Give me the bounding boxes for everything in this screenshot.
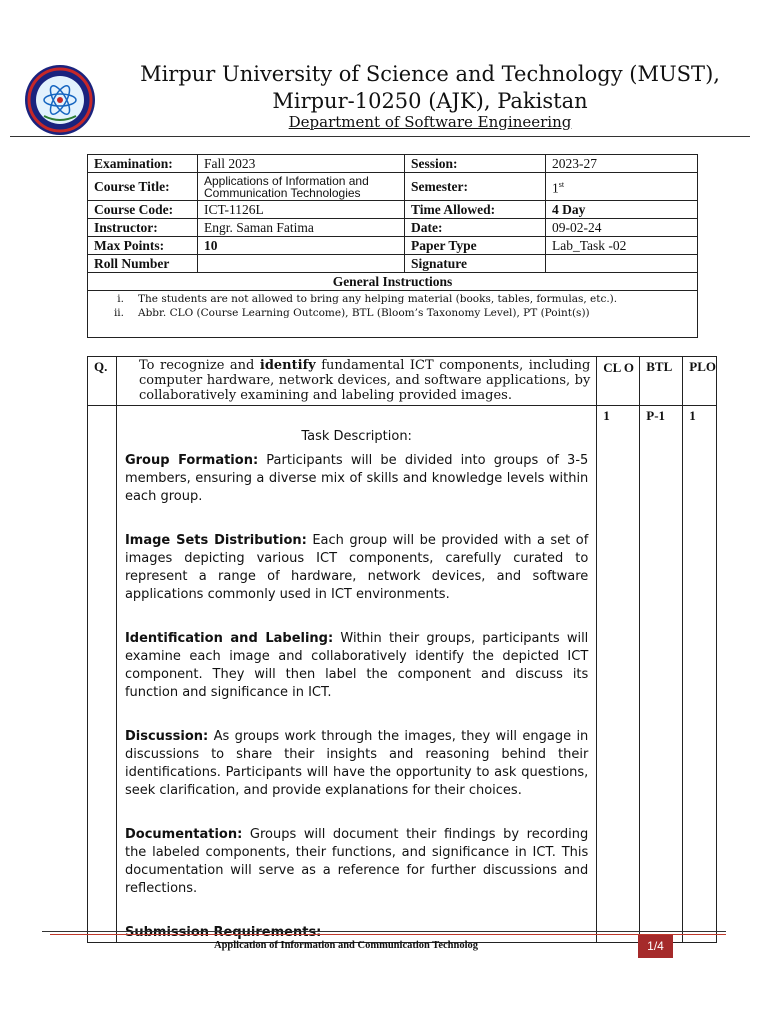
department-name: Department of Software Engineering [288, 113, 572, 131]
instructor-label: Instructor: [88, 219, 198, 237]
header-divider [10, 136, 750, 137]
examination-value: Fall 2023 [198, 155, 405, 173]
submission-requirements-heading: Submission Requirements: [124, 925, 322, 940]
course-code-label: Course Code: [88, 201, 198, 219]
task-table [87, 356, 717, 943]
max-points-label: Max Points: [88, 237, 198, 255]
section-image-sets: Image Sets Distribution: Each group will be provided with a set of images depicting various ICT components, carefully curated to represent a range of hardware, network devices, and software applications commonly used in ICT environments. [124, 533, 589, 602]
session-value: 2023-27 [546, 155, 698, 173]
footer-accent-divider [50, 934, 726, 935]
clo-header: CL O [597, 357, 640, 406]
semester-label: Semester: [405, 173, 546, 201]
plo-value: 1 [683, 406, 717, 943]
max-points-value: 10 [198, 237, 405, 255]
time-allowed-label: Time Allowed: [405, 201, 546, 219]
section-identification: Identification and Labeling: Within their groups, participants will examine each image and collaboratively identify the depicted ICT component. They will then label the component and discuss its function and significance in ICT. [124, 631, 589, 700]
university-seal-icon [24, 64, 96, 136]
roll-number-field[interactable] [198, 255, 405, 273]
objective-text: To recognize and identify fundamental ICT components, including computer hardware, network devices, and software applications, by collaboratively examining and labeling provided images. [116, 357, 596, 406]
exam-info-table [87, 154, 698, 338]
university-name: Mirpur University of Science and Technology (MUST), [140, 62, 720, 86]
signature-label: Signature [405, 255, 546, 273]
footer-course-name: Application of Information and Communication Technolog [214, 940, 478, 951]
general-instructions-title: General Instructions [88, 273, 698, 291]
session-label: Session: [405, 155, 546, 173]
instruction-item: i. The students are not allowed to bring any helping material (books, tables, formulas, etc.). [117, 293, 618, 305]
course-title-value: Applications of Information and Communication Technologies [198, 173, 405, 201]
section-discussion: Discussion: As groups work through the images, they will engage in discussions to share their insights and reasoning behind their identifications. Participants will have the opportunity to ask questions, seek clarification, and provide explanations for their choices. [124, 729, 589, 798]
footer-divider [42, 931, 726, 932]
task-description-title: Task Description: [301, 429, 412, 444]
plo-header: PLO [683, 357, 717, 406]
btl-header: BTL [640, 357, 683, 406]
date-label: Date: [405, 219, 546, 237]
time-allowed-value: 4 Day [546, 201, 698, 219]
section-group-formation: Group Formation: Participants will be divided into groups of 3-5 members, ensuring a diverse mix of skills and knowledge levels within each group. [124, 453, 589, 504]
course-code-value: ICT-1126L [198, 201, 405, 219]
roll-number-label: Roll Number [88, 255, 198, 273]
examination-label: Examination: [88, 155, 198, 173]
signature-field[interactable] [546, 255, 698, 273]
general-instructions-list [88, 291, 698, 338]
semester-value: 1st [546, 173, 698, 201]
section-documentation: Documentation: Groups will document their findings by recording the labeled components, their functions, and significance in ICT. This documentation will serve as a reference for further discussions and reflections. [124, 827, 589, 896]
question-number-cell [88, 406, 117, 943]
btl-value: P-1 [640, 406, 683, 943]
instruction-item: ii. Abbr. CLO (Course Learning Outcome), BTL (Bloom’s Taxonomy Level), PT (Point(s)) [113, 307, 590, 319]
task-description [116, 406, 596, 943]
page-number-badge: 1/4 [638, 935, 673, 958]
question-label: Q. [88, 357, 117, 406]
university-address: Mirpur-10250 (AJK), Pakistan [272, 89, 588, 113]
instructor-value: Engr. Saman Fatima [198, 219, 405, 237]
paper-type-label: Paper Type [405, 237, 546, 255]
paper-type-value: Lab_Task -02 [546, 237, 698, 255]
course-title-label: Course Title: [88, 173, 198, 201]
date-value: 09-02-24 [546, 219, 698, 237]
clo-value: 1 [597, 406, 640, 943]
